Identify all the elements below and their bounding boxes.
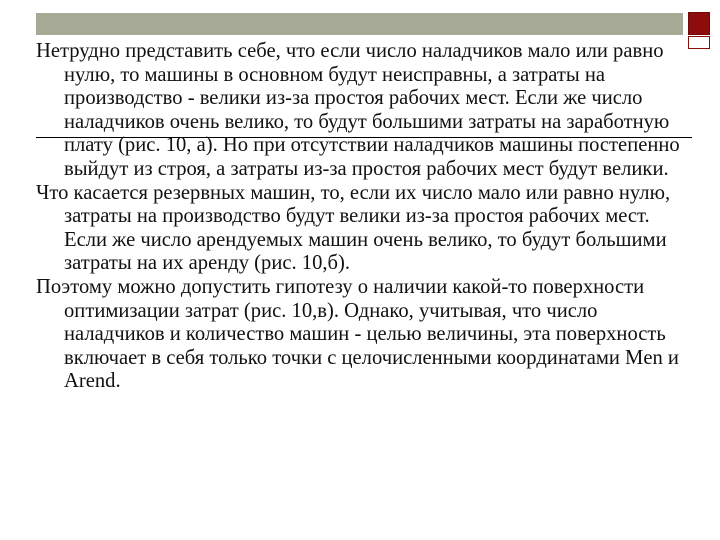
- slide-body: [36, 40, 696, 394]
- corner-accent-block: [688, 12, 710, 35]
- title-bar: [36, 11, 683, 37]
- paragraph-2: Что касается резервных машин, то, если их число мало или равно нулю, затраты на производство будут велики из-за простоя рабочих мест. Если же число арендуемых машин очень велико, то будут большими затраты на их аренду (рис. 10,б).: [36, 181, 671, 275]
- paragraph-3: Поэтому можно допустить гипотезу о наличии какой-то поверхности оптимизации затрат (рис. 10,в). Однако, учитывая, что число наладчиков и количество машин - целью величины, эта поверхность включает в себя только точки с целочисленными координатами Men и Arend.: [36, 275, 679, 393]
- paragraph-1: Нетрудно представить себе, что если число наладчиков мало или равно нулю, то машины в основном будут неисправны, а затраты на производство - велики из-за простоя рабочих мест. Если же число наладчиков очень велико, то будут большими затраты на заработную плату (рис. 10, а). Но при отсутствии наладчиков машины постепенно выйдут из строя, а затраты из-за простоя рабочих мест будут велики.: [36, 40, 680, 180]
